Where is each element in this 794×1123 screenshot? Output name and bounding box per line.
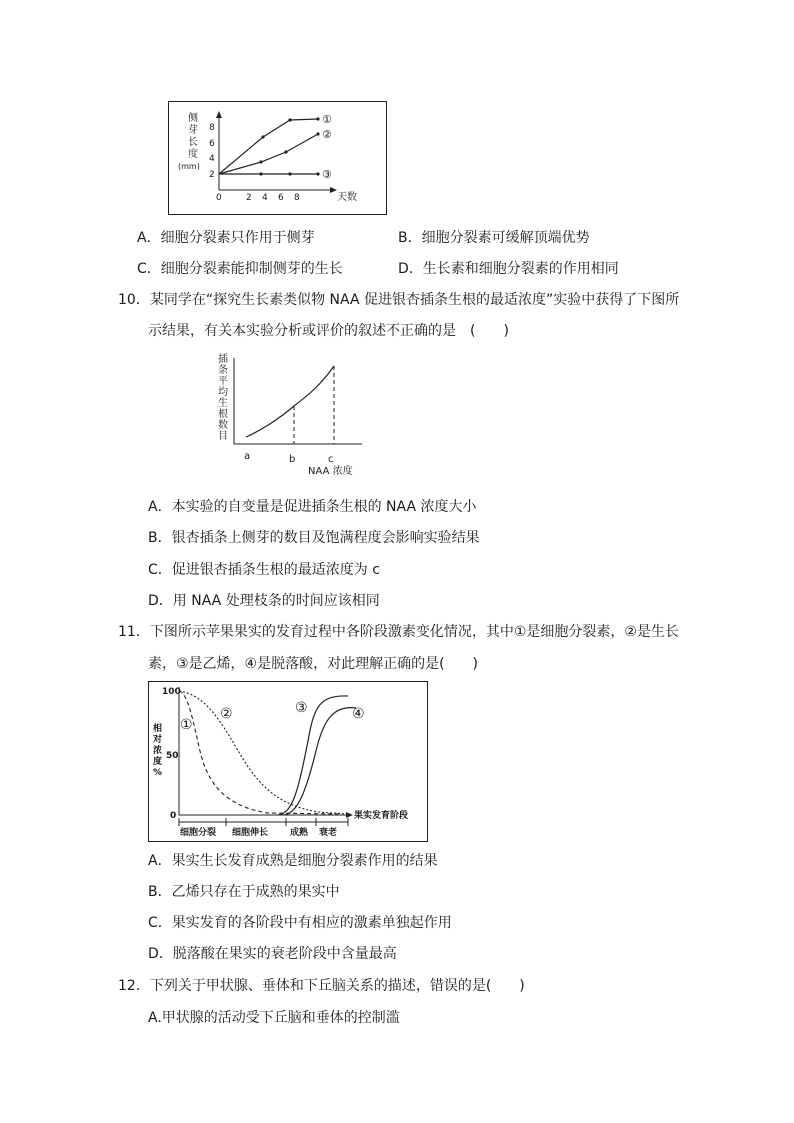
- q11-stem-line-1: 11．下图所示苹果果实的发育过程中各阶段激素变化情况，其中①是细胞分裂素，②是生长: [118, 624, 679, 640]
- series-line-2: [219, 134, 318, 174]
- x-tick-label: 6: [278, 193, 284, 203]
- y-tick-label: 50: [166, 751, 179, 761]
- q10-stem-line-2: 示结果，有关本实验分析或评价的叙述不正确的是 ( ): [148, 323, 509, 339]
- q9-option-a: A．细胞分裂素只作用于侧芽: [137, 230, 315, 246]
- y-tick-label: 0: [170, 811, 177, 821]
- data-point: [284, 150, 287, 153]
- q11-option-d: D．脱落酸在果实的衰老阶段中含量最高: [148, 946, 397, 962]
- y-tick-label: 4: [209, 154, 215, 164]
- series-label: ①: [322, 113, 332, 126]
- y-axis-label-char: 侧: [188, 113, 198, 124]
- y-tick-label: 100: [162, 687, 181, 697]
- stage-label: 细胞伸长: [232, 828, 269, 838]
- x-axis-label: 天数: [337, 192, 357, 203]
- figure-hormone-chart: [148, 681, 429, 843]
- y-axis-label-char: 平: [218, 376, 228, 387]
- stage-label: 成熟: [290, 828, 309, 838]
- y-axis-label-char: 根: [218, 409, 228, 420]
- y-axis-label-char: 生: [218, 398, 228, 409]
- y-tick-label: 6: [209, 139, 215, 149]
- q10-option-b: B．银杏插条上侧芽的数目及饱满程度会影响实验结果: [148, 530, 480, 546]
- y-axis-label-char: 长: [188, 137, 198, 148]
- x-axis-arrow: [330, 187, 337, 193]
- series-label: ③: [322, 168, 332, 181]
- x-tick-label: b: [289, 454, 296, 465]
- y-axis-arrow: [216, 111, 222, 118]
- q11-option-c: C．果实发育的各阶段中有相应的激素单独起作用: [148, 915, 452, 931]
- data-point: [288, 118, 291, 121]
- figure-lateral-bud-chart: [168, 101, 388, 216]
- y-axis-label-char: %: [153, 768, 163, 778]
- series-line-3: [278, 696, 348, 815]
- q10-option-c: C．促进银杏插条生根的最适浓度为 c: [148, 562, 380, 578]
- series-label: ②: [220, 706, 233, 722]
- q10-stem-line-1: 10．某同学在“探究生长素类似物 NAA 促进银杏插条生根的最适浓度”实验中获得了下图所: [118, 292, 680, 308]
- x-tick-label: 2: [246, 193, 252, 203]
- data-point: [259, 172, 262, 175]
- y-axis-label-char: 芽: [188, 125, 198, 136]
- q10-option-d: D．用 NAA 处理枝条的时间应该相同: [148, 593, 380, 609]
- q11-option-b: B．乙烯只存在于成熟的果实中: [148, 884, 340, 900]
- series-line-1: [179, 691, 338, 814]
- x-tick-label: 4: [262, 193, 268, 203]
- data-point: [316, 132, 319, 135]
- y-axis-label-char: 对: [153, 735, 163, 745]
- x-axis-label: 果实发育阶段: [354, 811, 409, 821]
- series-points: [259, 117, 319, 175]
- q12-stem-line-1: 12．下列关于甲状腺、垂体和下丘脑关系的描述，错误的是( ): [118, 978, 525, 994]
- data-point: [259, 160, 262, 163]
- x-axis-arrow: [346, 812, 353, 818]
- series-label: ③: [295, 700, 308, 716]
- series-label: ②: [322, 128, 332, 141]
- q9-option-b: B．细胞分裂素可缓解顶端优势: [398, 230, 590, 246]
- series-line-4: [284, 708, 356, 815]
- y-axis-label-char: 相: [153, 724, 163, 734]
- series-label: ④: [352, 706, 365, 722]
- x-axis-label: NAA 浓度: [308, 466, 353, 477]
- y-axis-label-char: 数: [218, 420, 228, 431]
- x-tick-label: 0: [216, 193, 222, 203]
- y-axis-label-char: 度: [153, 757, 163, 767]
- x-tick-label: 8: [294, 193, 300, 203]
- data-point: [261, 135, 264, 138]
- figure-naa-chart: [212, 348, 372, 480]
- y-axis-label-char: 浓: [153, 746, 163, 756]
- data-point: [316, 172, 319, 175]
- stage-label: 细胞分裂: [180, 828, 217, 838]
- y-tick-label: 2: [209, 170, 215, 180]
- q11-option-a: A．果实生长发育成熟是细胞分裂素作用的结果: [148, 853, 438, 869]
- x-tick-label: c: [328, 454, 334, 465]
- series-line: [246, 366, 334, 437]
- q10-option-a: A．本实验的自变量是促进插条生根的 NAA 浓度大小: [148, 499, 477, 515]
- series-line-1: [219, 119, 318, 174]
- series-label: ①: [180, 717, 193, 733]
- y-axis-label-char: 均: [218, 387, 228, 398]
- stage-label: 衰老: [319, 828, 338, 838]
- q12-option-a: A.甲状腺的活动受下丘脑和垂体的控制滥: [148, 1010, 400, 1026]
- data-point: [316, 117, 319, 120]
- q9-option-d: D．生长素和细胞分裂素的作用相同: [398, 261, 619, 277]
- y-axis-label-char: 插: [218, 354, 228, 365]
- y-axis-label-char: 度: [188, 149, 198, 160]
- y-axis-label-char: 条: [218, 365, 228, 376]
- y-tick-label: 8: [209, 123, 215, 133]
- data-point: [288, 172, 291, 175]
- q9-option-c: C．细胞分裂素能抑制侧芽的生长: [137, 261, 343, 277]
- y-axis-label-char: 目: [218, 431, 228, 442]
- q11-stem-line-2: 素，③是乙烯，④是脱落酸，对此理解正确的是( ): [148, 656, 479, 672]
- x-tick-label: a: [244, 451, 251, 462]
- series-line-2: [179, 691, 348, 814]
- y-axis-unit: (mm): [178, 162, 200, 171]
